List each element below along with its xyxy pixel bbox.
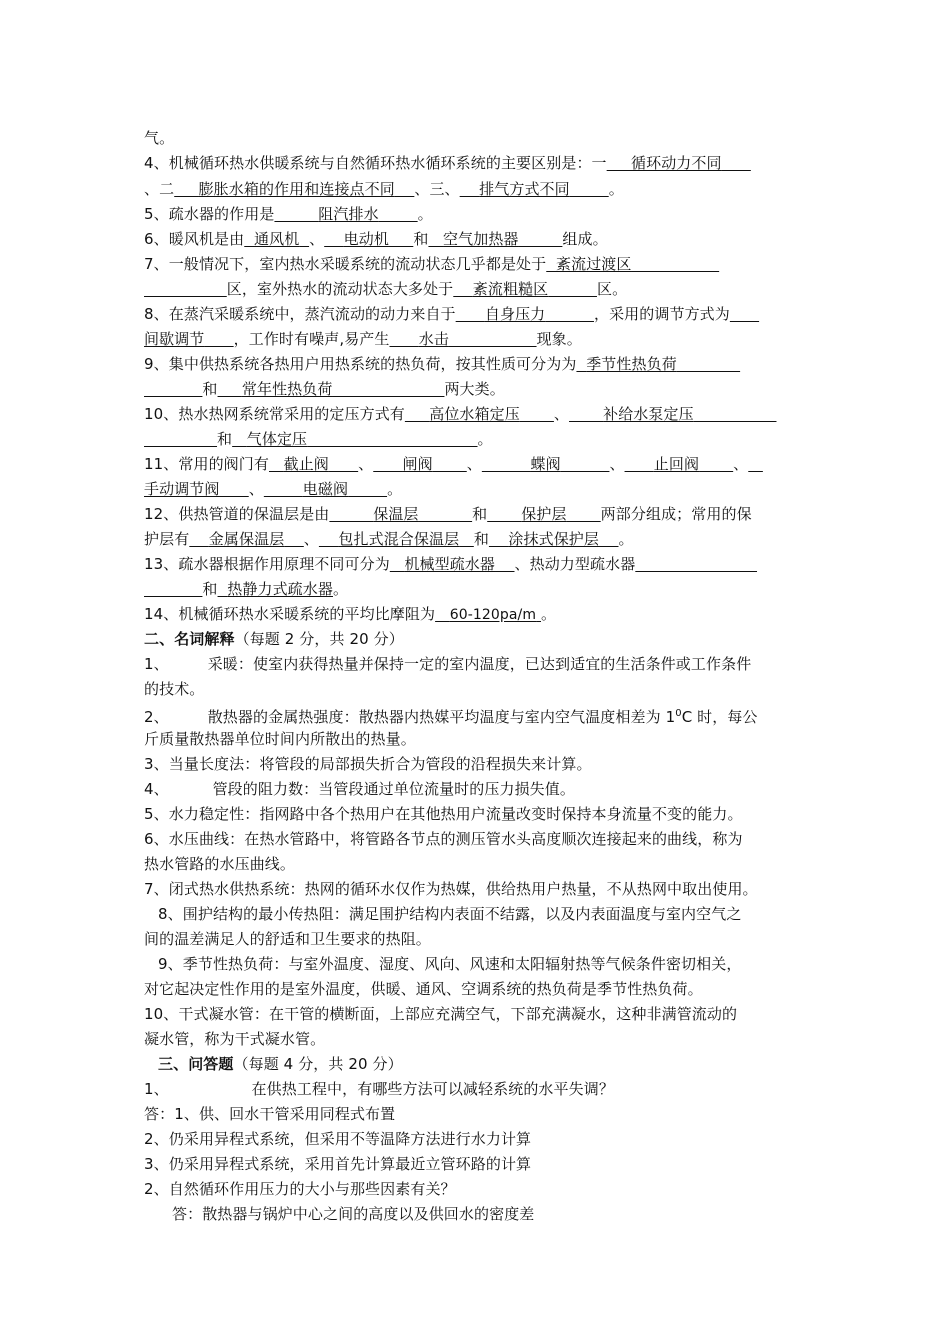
q11-line-1: 11、常用的阀门有 截止阀 、 闸阀 、 蝶阀 、 止回阀 、 [144, 455, 749, 473]
qa-1-answer-2: 2、仍采用异程式系统，但采用不等温降方法进行水力计算 [144, 1130, 532, 1148]
qa-2-answer: 答：散热器与锅炉中心之间的高度以及供回水的密度差 [172, 1205, 535, 1223]
def-4-line: 4、 管段的阻力数：当管段通过单位流量时的压力损失值。 [144, 780, 575, 798]
text-line: 气。 [144, 129, 175, 147]
section-3-heading: 三、问答题（每题 4 分，共 20 分） [158, 1055, 403, 1073]
def-8-line-1: 8、围护结构的最小传热阻：满足围护结构内表面不结露，以及内表面温度与室内空气之 [158, 905, 742, 923]
def-6-line-2: 热水管路的水压曲线。 [144, 855, 296, 873]
qa-2-question: 2、自然循环作用压力的大小与那些因素有关？ [144, 1180, 456, 1198]
section-2-heading: 二、名词解释（每题 2 分，共 20 分） [144, 630, 404, 648]
qa-1-answer-1: 答：1、供、回水干管采用同程式布置 [144, 1105, 396, 1123]
q11-line-2: 手动调节阀 、 电磁阀 。 [144, 480, 403, 498]
def-1-line-2: 的技术。 [144, 680, 205, 698]
q5-line: 5、疏水器的作用是 阻汽排水 。 [144, 205, 433, 223]
q13-line-2: 和 热静力式疏水器。 [202, 580, 349, 598]
qa-1-question: 1、 在供热工程中，有哪些方法可以减轻系统的水平失调？ [144, 1080, 614, 1098]
def-10-line-2: 凝水管，称为干式凝水管。 [144, 1030, 326, 1048]
def-3-line: 3、当量长度法：将管段的局部损失折合为管段的沿程损失来计算。 [144, 755, 592, 773]
q7-line-1: 7、一般情况下，室内热水采暖系统的流动状态几乎都是处于 紊流过渡区 [144, 255, 632, 273]
q7-line-2: 区，室外热水的流动状态大多处于 紊流粗糙区 区。 [226, 280, 628, 298]
q13-line-1: 13、疏水器根据作用原理不同可分为 机械型疏水器 、热动力型疏水器 [144, 555, 636, 573]
def-9-line-1: 9、季节性热负荷：与室外温度、湿度、风向、风速和太阳辐射热等气候条件密切相关， [158, 955, 742, 973]
def-10-line-1: 10、干式凝水管：在干管的横断面，上部应充满空气，下部充满凝水，这种非满管流动的 [144, 1005, 738, 1023]
q8-line-2: 间歇调节 ，工作时有噪声,易产生 水击 现象。 [144, 330, 582, 348]
qa-1-answer-3: 3、仍采用异程式系统，采用首先计算最近立管环路的计算 [144, 1155, 532, 1173]
def-9-line-2: 对它起决定性作用的是室外温度，供暖、通风、空调系统的热负荷是季节性热负荷。 [144, 980, 703, 998]
q10-line-1: 10、热水热网系统常采用的定压方式有 高位水箱定压 、 补给水泵定压 [144, 405, 694, 423]
q4-line-2: 、二 膨胀水箱的作用和连接点不同 、三、 排气方式不同 。 [144, 180, 624, 198]
q8-line-1: 8、在蒸汽采暖系统中，蒸汽流动的动力来自于 自身压力 ，采用的调节方式为 [144, 305, 730, 323]
q10-line-2: 和 气体定压 。 [217, 430, 493, 448]
def-8-line-2: 间的温差满足人的舒适和卫生要求的热阻。 [144, 930, 431, 948]
q9-line-2: 和 常年性热负荷 两大类。 [202, 380, 505, 398]
def-5-line: 5、水力稳定性：指网路中各个热用户在其他热用户流量改变时保持本身流量不变的能力。 [144, 805, 743, 823]
q12-line-2: 护层有 金属保温层 、 包扎式混合保温层 和 涂抹式保护层 。 [144, 530, 634, 548]
def-2-line-1: 2、 散热器的金属热强度：散热器内热媒平均温度与室内空气温度相差为 $1^0C$ 时，每公 [144, 708, 758, 726]
q12-line-1: 12、供热管道的保温层是由 保温层 和 保护层 两部分组成；常用的保 [144, 505, 752, 523]
q6-line: 6、暖风机是由 通风机 、 电动机 和 空气加热器 组成。 [144, 230, 608, 248]
def-7-line: 7、闭式热水供热系统：热网的循环水仅作为热媒，供给热用户热量，不从热网中取出使用。 [144, 880, 758, 898]
def-2-line-2: 斤质量散热器单位时间内所散出的热量。 [144, 730, 416, 748]
q9-line-1: 9、集中供热系统各热用户用热系统的热负荷，按其性质可分为为 季节性热负荷 [144, 355, 677, 373]
def-1-line-1: 1、 采暖：使室内获得热量并保持一定的室内温度，已达到适宜的生活条件或工作条件 [144, 655, 752, 673]
q4-line-1: 4、机械循环热水供暖系统与自然循环热水循环系统的主要区别是：一 循环动力不同 [144, 154, 722, 172]
q14-line: 14、机械循环热水采暖系统的平均比摩阻为 60-120pa/m 。 [144, 605, 557, 623]
def-6-line-1: 6、水压曲线：在热水管路中，将管路各节点的测压管水头高度顺次连接起来的曲线，称为 [144, 830, 743, 848]
